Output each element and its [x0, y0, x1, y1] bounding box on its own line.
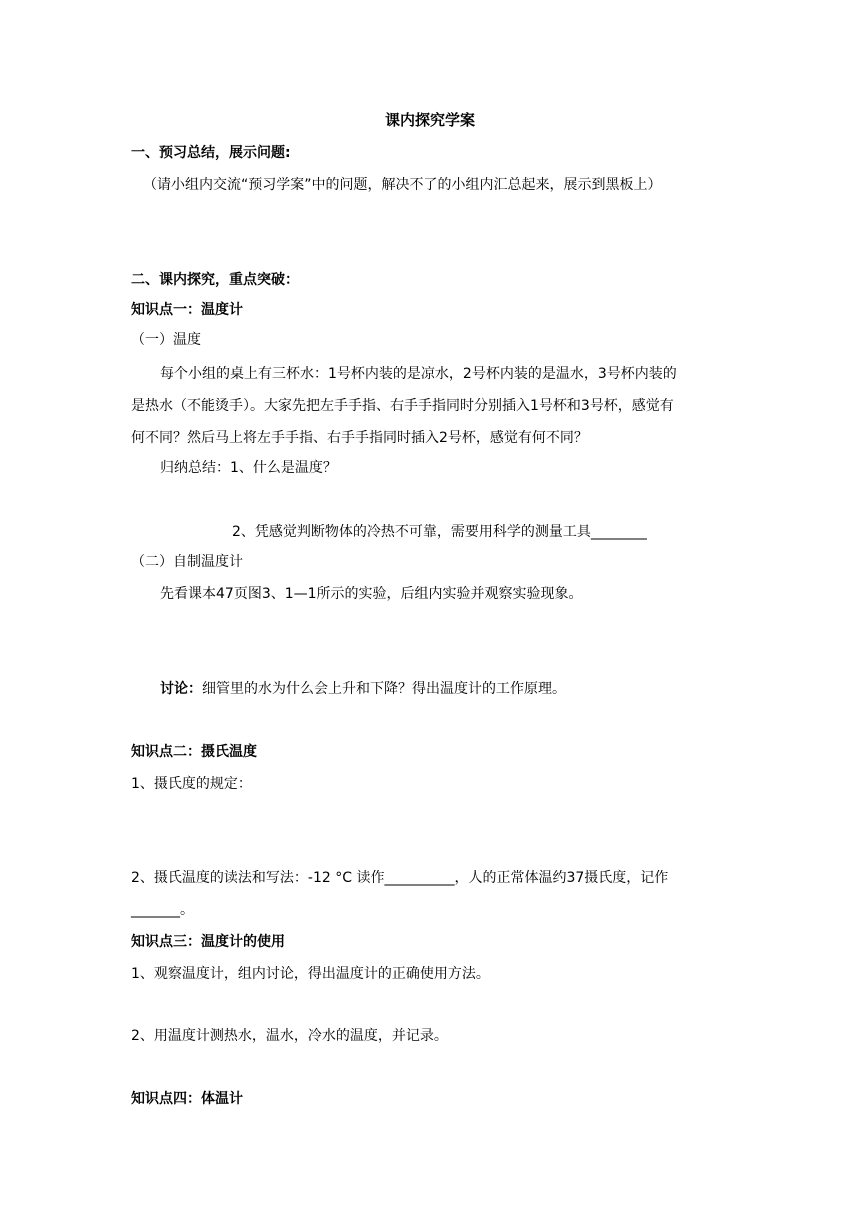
- thermometer-usage-question-2: 2、用温度计测热水，温水，冷水的温度，并记录。: [131, 1028, 448, 1044]
- celsius-reading-question: 2、摄氏温度的读法和写法：-12 °C 读作__________，人的正常体温约37摄氏度，记作: [131, 870, 669, 886]
- paragraph-line: 每个小组的桌上有三杯水：1号杯内装的是凉水，2号杯内装的是温水，3号杯内装的: [160, 366, 677, 382]
- celsius-reading-question-cont: _______。: [131, 902, 194, 918]
- discussion-text: 细管里的水为什么会上升和下降？得出温度计的工作原理。: [202, 681, 566, 697]
- celsius-definition-question: 1、摄氏度的规定：: [131, 776, 252, 792]
- subheading-homemade-thermometer: （二）自制温度计: [131, 554, 243, 570]
- section-1-note: （请小组内交流“预习学案”中的问题，解决不了的小组内汇总起来，展示到黑板上）: [143, 177, 662, 193]
- experiment-instruction: 先看课本47页图3、1—1所示的实验，后组内实验并观察实验现象。: [160, 586, 583, 602]
- discussion-label: 讨论：: [160, 681, 202, 697]
- knowledge-point-4-heading: 知识点四：体温计: [131, 1091, 243, 1107]
- paragraph-line: 何不同？然后马上将左手手指、右手手指同时插入2号杯，感觉有何不同？: [131, 430, 588, 446]
- knowledge-point-3-heading: 知识点三：温度计的使用: [131, 934, 285, 950]
- summary-question-2: 2、凭感觉判断物体的冷热不可靠，需要用科学的测量工具________: [232, 524, 647, 540]
- section-2-heading: 二、课内探究，重点突破：: [131, 272, 299, 288]
- thermometer-usage-question-1: 1、观察温度计，组内讨论，得出温度计的正确使用方法。: [131, 966, 490, 982]
- section-1-heading: 一、预习总结，展示问题:: [131, 145, 291, 161]
- summary-question-1: 归纳总结：1、什么是温度？: [160, 460, 337, 476]
- discussion-line: [160, 679, 566, 699]
- paragraph-line: 是热水（不能烫手）。大家先把左手手指、右手手指同时分别插入1号杯和3号杯，感觉有: [131, 398, 674, 414]
- knowledge-point-1-heading: 知识点一：温度计: [131, 302, 243, 318]
- page-title: 课内探究学案: [384, 111, 475, 129]
- knowledge-point-2-heading: 知识点二：摄氏温度: [131, 744, 257, 760]
- subheading-temperature: （一）温度: [131, 332, 201, 348]
